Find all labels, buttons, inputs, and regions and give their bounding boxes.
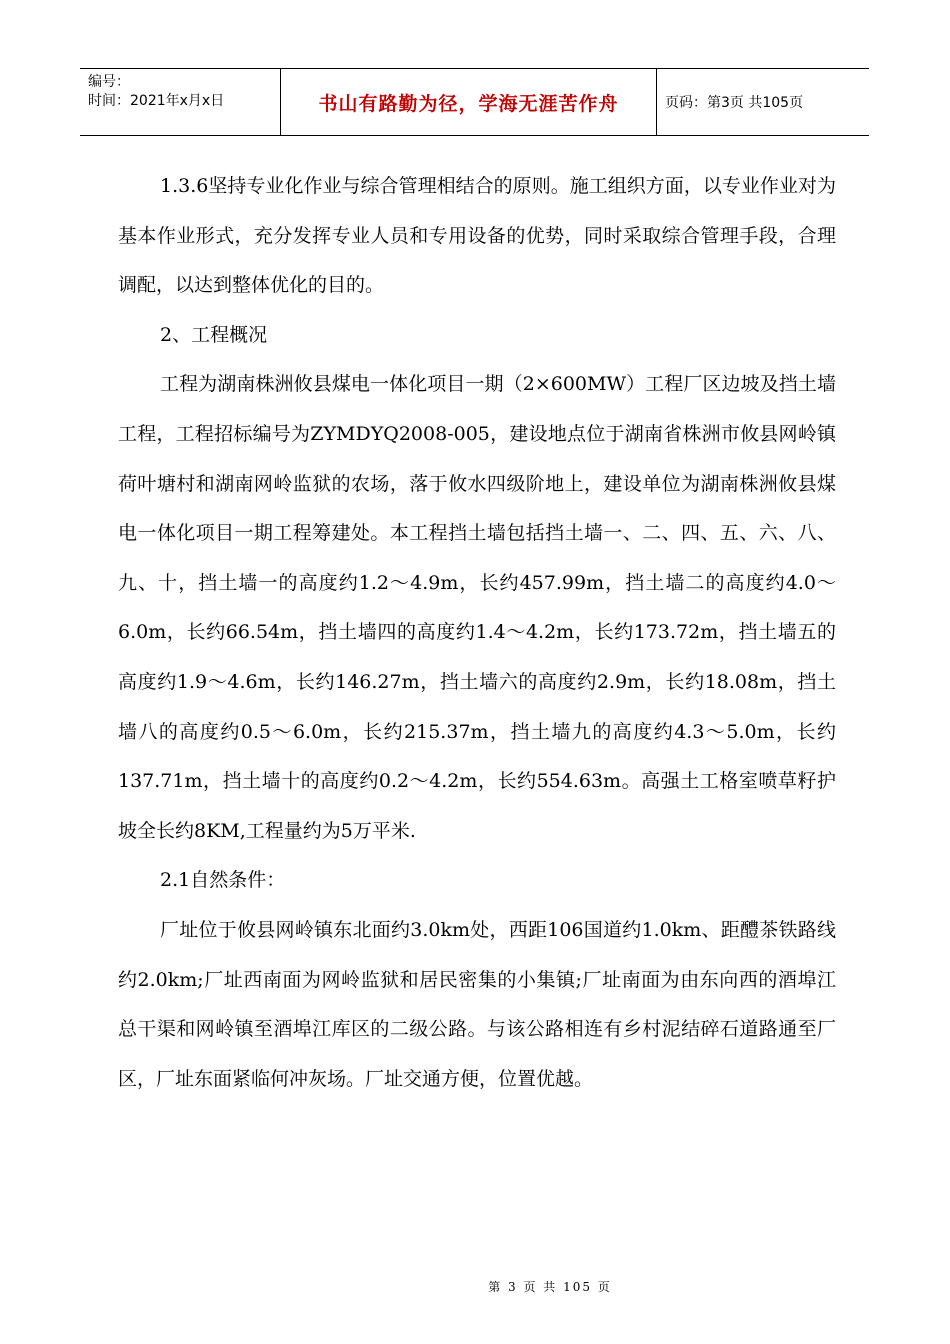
paragraph-site-location: 厂址位于攸县网岭镇东北面约3.0km处，西距106国道约1.0km、距醴茶铁路线约2.0km;厂址西南面为网岭监狱和居民密集的小集镇;厂址南面为由东向西的酒埠江总干渠和网岭镇至酒埠江库区的二级公路。与该公路相连有乡村泥结碎石道路通至厂区，厂址东面紧临何冲灰场。厂址交通方便，位置优越。 (118, 918, 836, 1090)
page-header (80, 68, 869, 136)
document-time-label: 时间：2021年x月x日 (88, 93, 225, 109)
header-motto: 书山有路勤为径，学海无涯苦作舟 (281, 69, 657, 135)
header-meta (80, 69, 281, 135)
document-body (118, 162, 836, 1104)
section-heading-overview: 2、工程概况 (160, 323, 268, 346)
section-heading-natural-conditions: 2.1自然条件： (160, 869, 286, 892)
paragraph-principle: 1.3.6坚持专业化作业与综合管理相结合的原则。施工组织方面，以专业作业对为基本作业形式，充分发挥专业人员和专用设备的优势，同时采取综合管理手段，合理调配，以达到整体优化的目的。 (118, 175, 836, 297)
header-page-info: 页码：第3页 共105页 (665, 95, 804, 111)
paragraph-overview: 工程为湖南株洲攸县煤电一体化项目一期（2×600MW）工程厂区边坡及挡土墙工程，工程招标编号为ZYMDYQ2008-005，建设地点位于湖南省株洲市攸县网岭镇荷叶塘村和湖南网岭监狱的农场，落于攸水四级阶地上，建设单位为湖南株洲攸县煤电一体化项目一期工程筹建处。本工程挡土墙包括挡土墙一、二、四、五、六、八、九、十，挡土墙一的高度约1.2～4.9m，长约457.99m，挡土墙二的高度约4.0～6.0m，长约66.54m，挡土墙四的高度约1.4～4.2m，长约173.72m，挡土墙五的高度约1.9～4.6m，长约146.27m，挡土墙六的高度约2.9m，长约18.08m，挡土墙八的高度约0.5～6.0m，长约215.37m，挡土墙九的高度约4.3～5.0m，长约137.71m，挡土墙十的高度约0.2～4.2m，长约554.63m。高强土工格室喷草籽护坡全长约8KM,工程量约为5万平米. (118, 373, 836, 842)
document-number-label: 编号： (88, 74, 130, 90)
page-footer: 第 3 页 共 105 页 (488, 1280, 612, 1294)
